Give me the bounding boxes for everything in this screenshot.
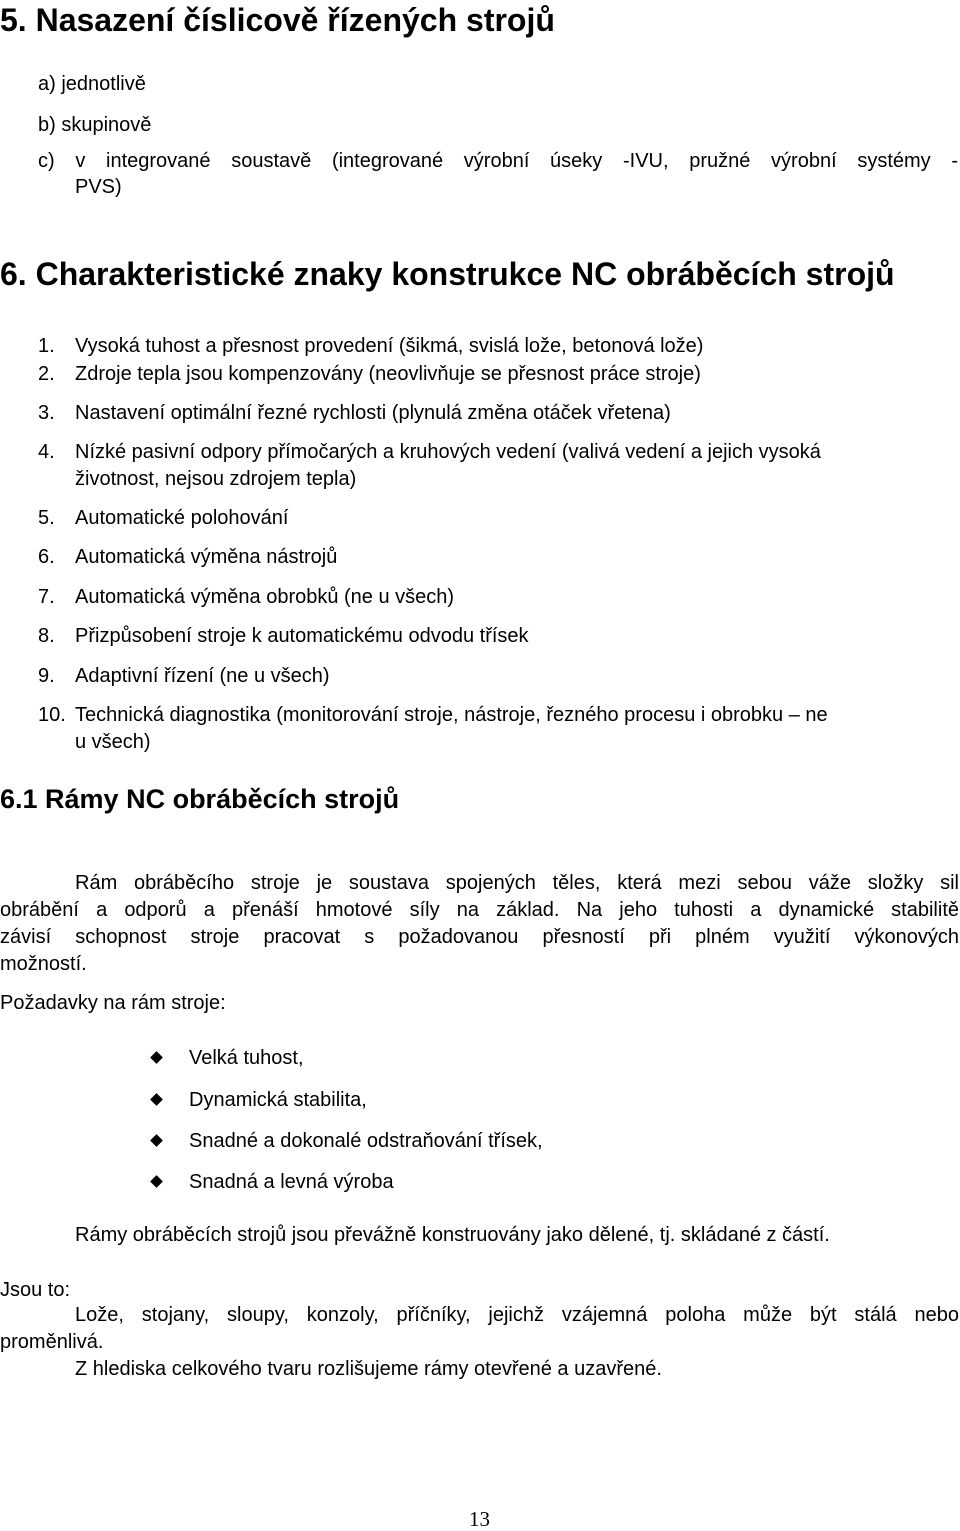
list-item [38, 587, 454, 607]
list-item-number: 5. [38, 507, 55, 529]
list-item [38, 626, 529, 646]
list-item-number: 7. [38, 586, 55, 608]
list-item-text: Přizpůsobení stroje k automatickému odvodu třísek [75, 625, 529, 647]
paragraph-line: proměnlivá. [0, 1331, 104, 1353]
list-item-b: b) skupinově [38, 114, 152, 136]
list-item [38, 442, 958, 462]
list-item-c-cont: PVS) [75, 176, 122, 198]
list-item-text: Automatická výměna nástrojů [75, 546, 338, 568]
paragraph-line: obrábění a odporů a přenáší hmotové síly na základ. Na jeho tuhosti a dynamické stabilitě [0, 899, 959, 921]
list-item-text: Adaptivní řízení (ne u všech) [75, 665, 330, 687]
bullet-item: Velká tuhost, [189, 1047, 304, 1069]
list-item-text: Nastavení optimální řezné rychlosti (plynulá změna otáček vřetena) [75, 402, 671, 424]
requirements-label: Požadavky na rám stroje: [0, 992, 226, 1014]
list-item [38, 547, 337, 567]
section-6-heading: 6. Charakteristické znaky konstrukce NC obráběcích strojů [0, 256, 895, 292]
list-item-text: Automatická výměna obrobků (ne u všech) [75, 586, 455, 608]
list-item [38, 666, 330, 686]
list-item-number: 6. [38, 546, 55, 568]
paragraph-line: Lože, stojany, sloupy, konzoly, příčníky, jejichž vzájemná poloha může být stálá nebo [75, 1304, 959, 1326]
bullet-diamond-icon [150, 1093, 163, 1106]
list-item-text: Technická diagnostika (monitorování stroje, nástroje, řezného procesu i obrobku – ne [75, 704, 828, 726]
bullet-item: Dynamická stabilita, [189, 1089, 367, 1111]
list-item [38, 403, 671, 423]
page-number: 13 [469, 1507, 490, 1531]
list-item-text: Vysoká tuhost a přesnost provedení (šikmá, svislá lože, betonová lože) [75, 335, 704, 357]
list-item-number: 8. [38, 625, 55, 647]
list-item [38, 336, 703, 356]
paragraph-line: závisí schopnost stroje pracovat s požadovanou přesností při plném využití výkonových [0, 926, 959, 948]
section-6-1-heading: 6.1 Rámy NC obráběcích strojů [0, 784, 400, 814]
bullet-item: Snadná a levná výroba [189, 1171, 394, 1193]
bullet-diamond-icon [150, 1051, 163, 1064]
paragraph-line: možností. [0, 953, 87, 975]
list-item-text: Automatické polohování [75, 507, 289, 529]
list-item-number: 3. [38, 402, 55, 424]
list-item-text: Nízké pasivní odpory přímočarých a kruhových vedení (valivá vedení a jejich vysoká [75, 441, 821, 463]
list-item-number: 1. [38, 335, 55, 357]
list-item-text: Zdroje tepla jsou kompenzovány (neovlivňuje se přesnost práce stroje) [75, 363, 701, 385]
shape-sentence: Z hlediska celkového tvaru rozlišujeme rámy otevřené a uzavřené. [75, 1358, 662, 1380]
list-item-number: 10. [38, 704, 66, 726]
list-item-number: 9. [38, 665, 55, 687]
bullet-item: Snadné a dokonalé odstraňování třísek, [189, 1130, 543, 1152]
bullet-diamond-icon [150, 1134, 163, 1147]
are-label: Jsou to: [0, 1279, 71, 1301]
list-item-c: c) v integrované soustavě (integrované výrobní úseky -IVU, pružné výrobní systémy - [38, 150, 958, 172]
paragraph-line: Rám obráběcího stroje je soustava spojených těles, která mezi sebou váže složky sil [75, 872, 959, 894]
list-item [38, 705, 958, 725]
section-5-heading: 5. Nasazení číslicově řízených strojů [0, 2, 555, 38]
list-item-continuation: životnost, nejsou zdrojem tepla) [75, 468, 357, 490]
bullet-diamond-icon [150, 1175, 163, 1188]
frames-sentence: Rámy obráběcích strojů jsou převážně konstruovány jako dělené, tj. skládané z částí. [75, 1224, 830, 1246]
list-item-continuation: u všech) [75, 731, 151, 753]
list-item [38, 508, 288, 528]
list-item-a: a) jednotlivě [38, 73, 146, 95]
list-item-number: 2. [38, 363, 55, 385]
list-item [38, 364, 701, 384]
list-item-number: 4. [38, 441, 55, 463]
